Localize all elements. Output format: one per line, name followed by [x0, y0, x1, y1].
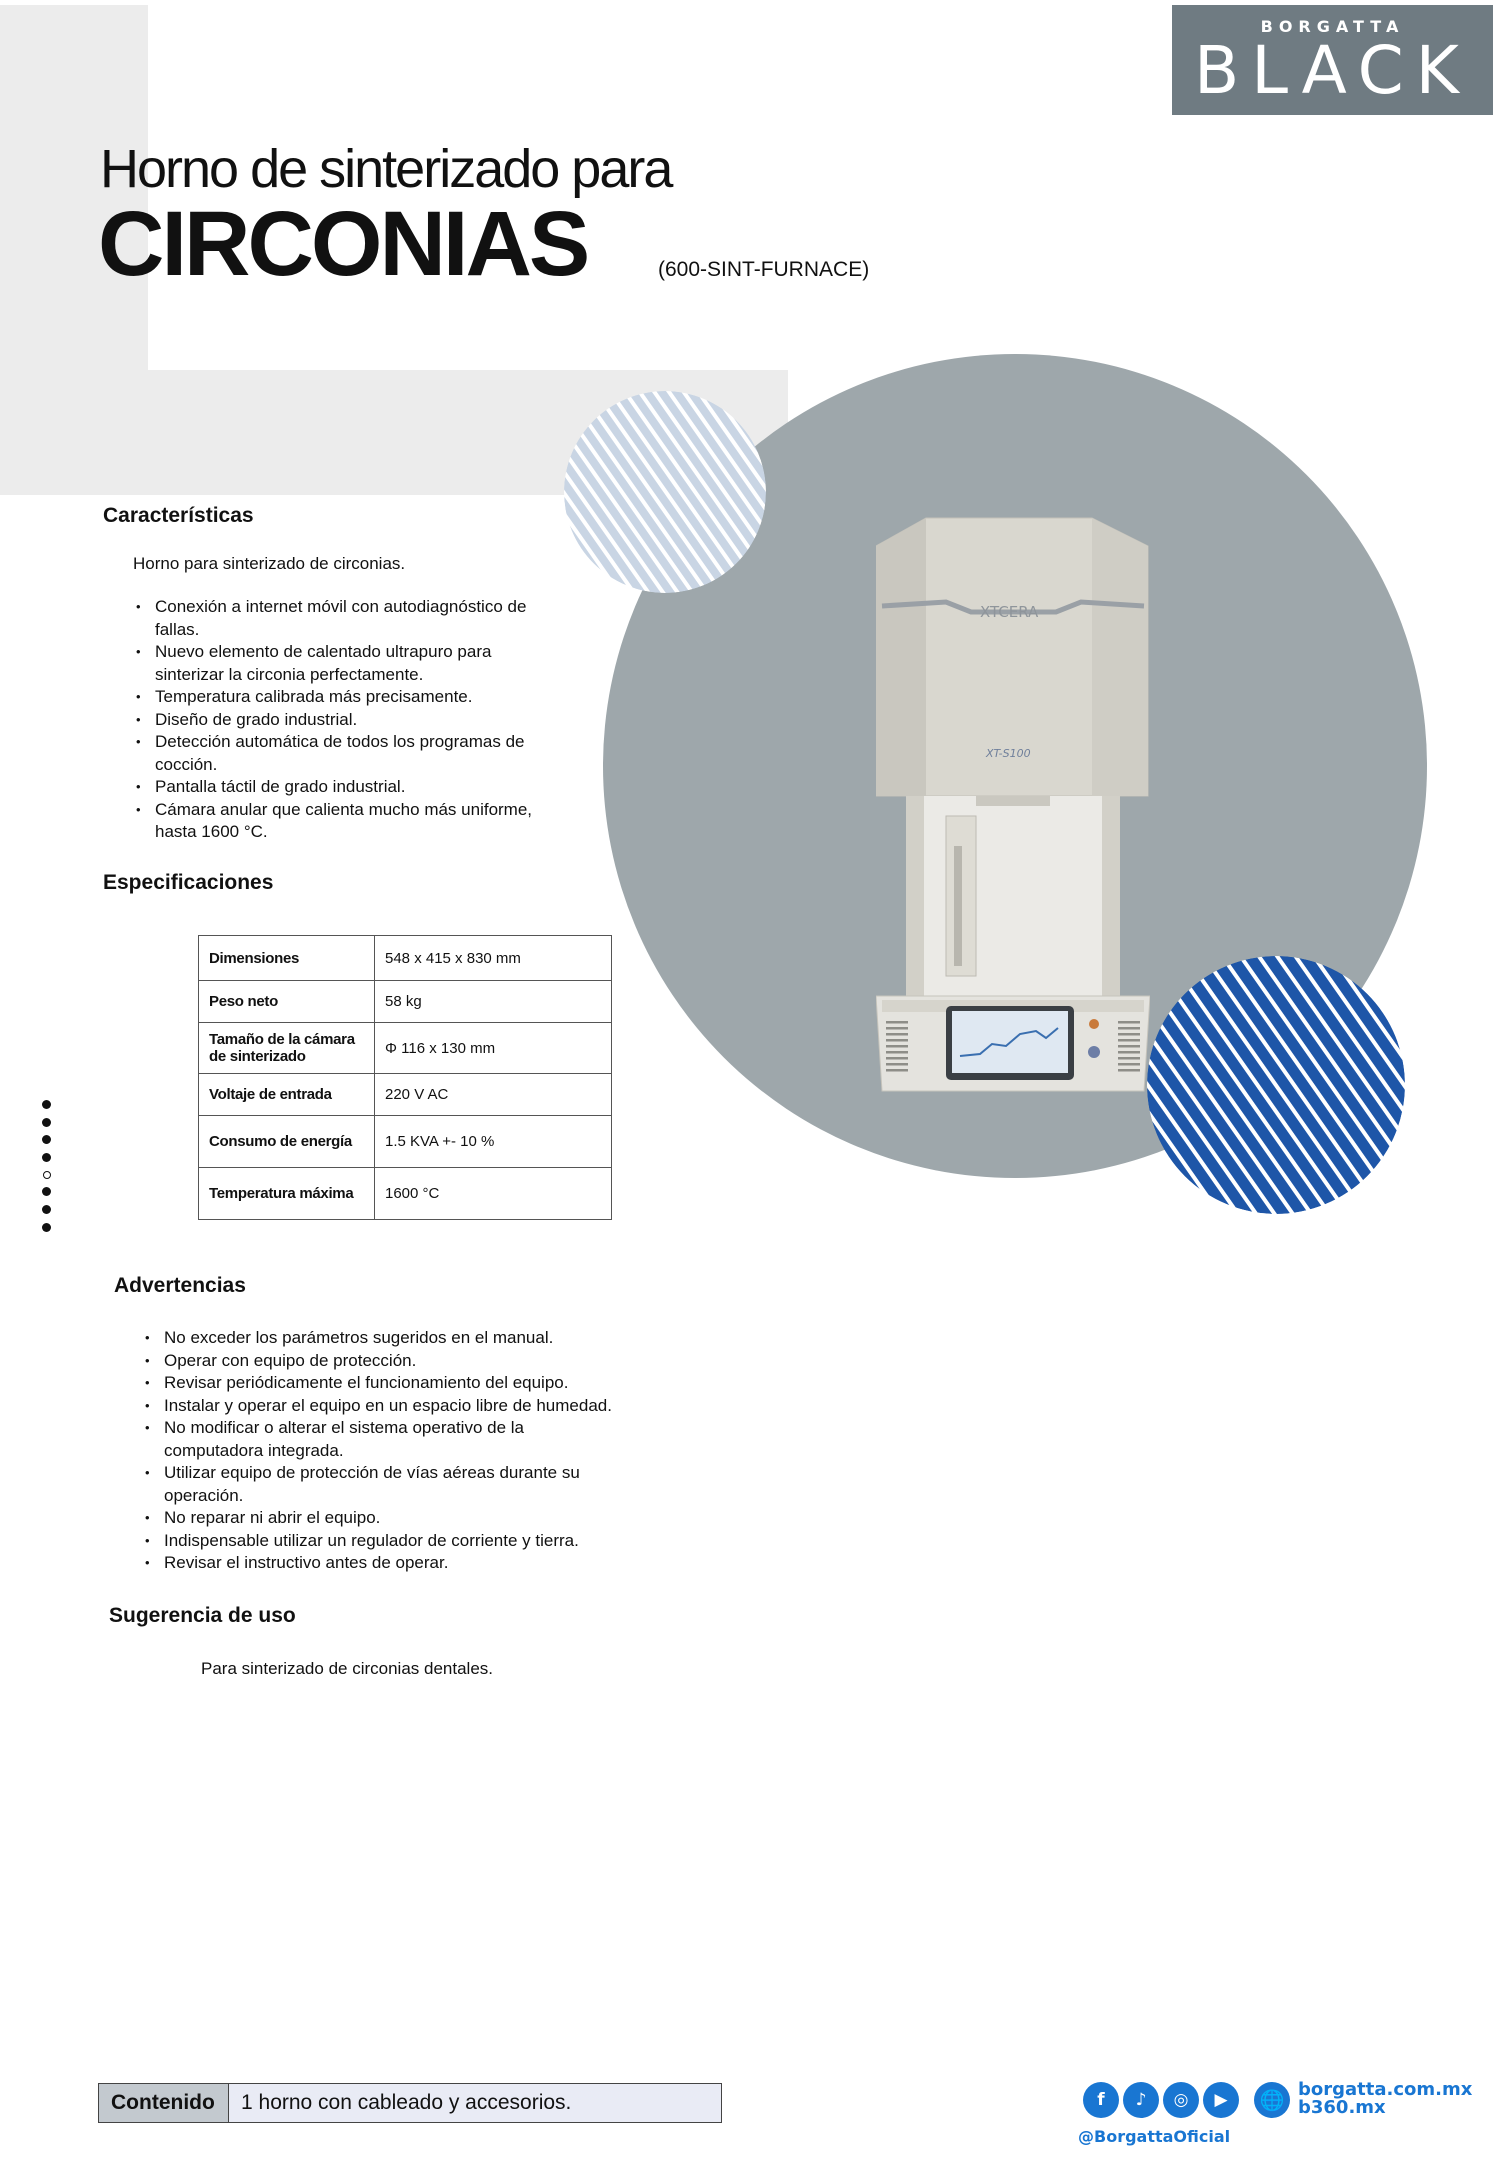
list-item: • Diseño de grado industrial. [134, 709, 564, 732]
brand-logo [1172, 5, 1493, 115]
youtube-icon[interactable]: ▶ [1203, 2082, 1239, 2118]
contenido-box [98, 2083, 722, 2123]
table-row [199, 936, 612, 981]
list-item: • No reparar ni abrir el equipo. [143, 1507, 643, 1530]
spec-value: Φ 116 x 130 mm [375, 1023, 612, 1074]
table-row [199, 981, 612, 1023]
spec-label: Peso neto [199, 981, 375, 1023]
page-dot [42, 1187, 51, 1196]
list-item: • Indispensable utilizar un regulador de corriente y tierra. [143, 1530, 643, 1553]
page-title-line2: CIRCONIAS [98, 193, 588, 295]
list-item: • Conexión a internet móvil con autodiagnóstico de fallas. [134, 596, 564, 641]
list-item: • Utilizar equipo de protección de vías aéreas durante su operación. [143, 1462, 614, 1507]
furnace-product-image [876, 516, 1150, 1094]
website-link-1[interactable]: borgatta.com.mx [1298, 2079, 1473, 2100]
page-dot [42, 1118, 51, 1127]
spec-value: 220 V AC [375, 1074, 612, 1116]
furnace-model: XT-S100 [986, 747, 1031, 760]
list-item: • Revisar periódicamente el funcionamiento del equipo. [143, 1372, 643, 1395]
spec-label: Dimensiones [199, 936, 375, 981]
caracteristicas-heading: Características [103, 504, 254, 527]
page-dot [42, 1100, 51, 1109]
list-item: • Nuevo elemento de calentado ultrapuro para sinterizar la circonia perfectamente. [134, 641, 564, 686]
page-title-line1: Horno de sinterizado para [100, 139, 672, 199]
page-dot [42, 1135, 51, 1144]
advertencias-list [143, 1327, 643, 1575]
spec-value: 1.5 KVA +- 10 % [375, 1116, 612, 1168]
product-code: (600-SINT-FURNACE) [658, 258, 870, 281]
list-item: • Operar con equipo de protección. [143, 1350, 643, 1373]
social-handle[interactable]: @BorgattaOficial [1078, 2127, 1231, 2146]
instagram-icon[interactable]: ◎ [1163, 2082, 1199, 2118]
spec-label: Consumo de energía [199, 1116, 375, 1168]
brand-logo-top: BORGATTA [1260, 17, 1405, 36]
spec-label: Voltaje de entrada [199, 1074, 375, 1116]
contenido-value: 1 horno con cableado y accesorios. [229, 2084, 721, 2122]
list-item: • Revisar el instructivo antes de operar. [143, 1552, 643, 1575]
spec-label: Tamaño de la cámara de sinterizado [199, 1023, 375, 1074]
social-icons [1083, 2082, 1239, 2118]
list-item: • Pantalla táctil de grado industrial. [134, 776, 564, 799]
page-dot-current [43, 1171, 51, 1179]
list-item: • Temperatura calibrada más precisamente. [134, 686, 564, 709]
furnace-brand: XTCERA [980, 603, 1039, 621]
facebook-icon[interactable]: f [1083, 2082, 1119, 2118]
specifications-table [198, 935, 612, 1220]
page-indicator-dots [42, 1100, 54, 1241]
table-row [199, 1023, 612, 1074]
advertencias-heading: Advertencias [114, 1274, 246, 1297]
globe-icon: 🌐 [1254, 2082, 1290, 2118]
brand-logo-main: BLACK [1194, 32, 1471, 109]
spec-value: 548 x 415 x 830 mm [375, 936, 612, 981]
list-item: • Detección automática de todos los programas de cocción. [134, 731, 564, 776]
contenido-label: Contenido [99, 2084, 229, 2122]
list-item: • Instalar y operar el equipo en un espacio libre de humedad. [143, 1395, 643, 1418]
especificaciones-heading: Especificaciones [103, 871, 274, 894]
page-dot [42, 1223, 51, 1232]
sugerencia-heading: Sugerencia de uso [109, 1604, 296, 1627]
list-item: • No modificar o alterar el sistema operativo de la computadora integrada. [143, 1417, 564, 1462]
blue-striped-circle [1145, 954, 1407, 1216]
website-link-2[interactable]: b360.mx [1298, 2097, 1386, 2118]
list-item: • No exceder los parámetros sugeridos en el manual. [143, 1327, 643, 1350]
spec-value: 1600 °C [375, 1168, 612, 1220]
caracteristicas-list [134, 596, 564, 844]
spec-value: 58 kg [375, 981, 612, 1023]
table-row [199, 1074, 612, 1116]
light-striped-circle [562, 389, 768, 595]
list-item: • Cámara anular que calienta mucho más uniforme, hasta 1600 °C. [134, 799, 564, 844]
sugerencia-text: Para sinterizado de circonias dentales. [201, 1659, 493, 1678]
table-row [199, 1116, 612, 1168]
page-dot [42, 1153, 51, 1162]
website-links [1298, 2081, 1472, 2117]
tiktok-icon[interactable]: ♪ [1123, 2082, 1159, 2118]
caracteristicas-intro: Horno para sinterizado de circonias. [133, 554, 406, 573]
page-dot [42, 1205, 51, 1214]
spec-label: Temperatura máxima [199, 1168, 375, 1220]
table-row [199, 1168, 612, 1220]
